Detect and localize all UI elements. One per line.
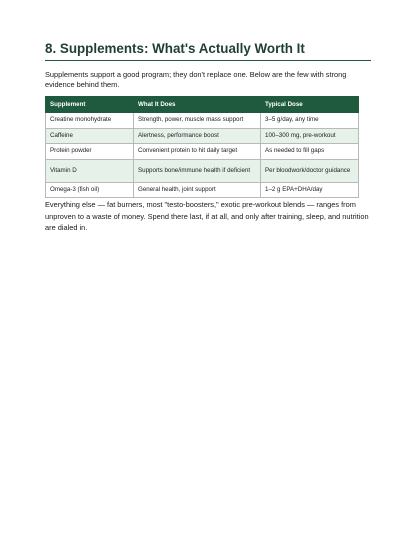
cell-typical-dose: As needed to fill gaps: [261, 144, 359, 160]
section-title: 8. Supplements: What's Actually Worth It: [45, 41, 305, 56]
table-row: [46, 159, 359, 182]
table-row: [46, 182, 359, 198]
cell-supplement: Vitamin D: [46, 159, 134, 182]
cell-typical-dose: 3–5 g/day, any time: [261, 113, 359, 129]
cell-what-it-does: General health, joint support: [134, 182, 261, 198]
table-header-row: [46, 97, 359, 113]
cell-typical-dose: Per bloodwork/doctor guidance: [261, 159, 359, 182]
cell-supplement: Protein powder: [46, 144, 134, 160]
cell-what-it-does: Alertness, performance boost: [134, 128, 261, 144]
cell-what-it-does: Convenient protein to hit daily target: [134, 144, 261, 160]
table-row: [46, 128, 359, 144]
cell-what-it-does: Supports bone/immune health if deficient: [134, 159, 261, 182]
cell-supplement: Caffeine: [46, 128, 134, 144]
table-row: [46, 144, 359, 160]
closing-paragraph: Everything else — fat burners, most "testo-boosters," exotic pre-workout blends — ranges from unproven to a waste of money. Spend there last, if at all, and only after training, sleep, and nutrition are dialed in.: [45, 200, 369, 233]
cell-what-it-does: Strength, power, muscle mass support: [134, 113, 261, 129]
cell-supplement: Omega-3 (fish oil): [46, 182, 134, 198]
title-divider: [45, 60, 371, 61]
supplements-table: [45, 96, 359, 198]
cell-supplement: Creatine monohydrate: [46, 113, 134, 129]
cell-typical-dose: 100–300 mg, pre-workout: [261, 128, 359, 144]
table-row: [46, 113, 359, 129]
header-typical-dose: Typical Dose: [261, 97, 359, 113]
cell-typical-dose: 1–2 g EPA+DHA/day: [261, 182, 359, 198]
intro-paragraph: Supplements support a good program; they don't replace one. Below are the few with strong evidence behind them.: [45, 70, 347, 90]
header-what-it-does: What It Does: [134, 97, 261, 113]
header-supplement: Supplement: [46, 97, 134, 113]
